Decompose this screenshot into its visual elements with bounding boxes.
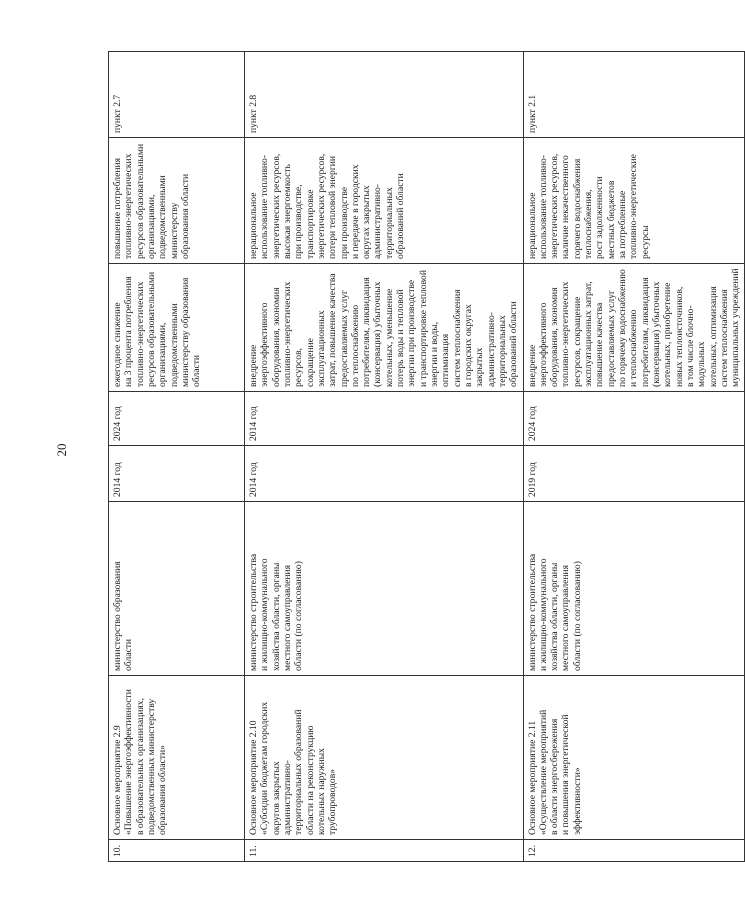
- measure-risk: нерациональное использование топливно- энергетических ресурсов, наличие некачественного горячего водоснабжения теплоснабжения, рост задолженности местных бюджетов за потребленные топливно-энергетические ресурсы: [523, 138, 745, 264]
- measure-executor: министерство строительства и жилищно-коммунального хозяйства области, органы местного самоуправления области (по согласованию): [245, 502, 524, 676]
- measure-ref: пункт 2.7: [109, 52, 245, 138]
- measure-result: ежегодное снижение на 3 процента потребления топливно-энергетических ресурсов образовательными организациями, подведомственными министерству образования области: [109, 264, 245, 392]
- measure-end: 2014 год: [245, 392, 524, 446]
- row-number: 10.: [109, 840, 245, 862]
- measure-name: Основное мероприятие 2.10 «Субсидии бюджетам городских округов закрытых административно- территориальных образований области на реконструкцию котельных наружных трубопроводов»: [245, 676, 524, 840]
- table-row: [109, 52, 245, 862]
- measure-end: 2024 год: [109, 392, 245, 446]
- measure-ref: пункт 2.1: [523, 52, 745, 138]
- measure-result: внедрение энергоэффективного оборудования, экономия топливно-энергетических ресурсов, сокращение эксплуатационных затрат, повышение качества предоставляемых услуг по горячему водоснабжению и теплоснабжению потребителям, ликвидация (консервация) убыточных котельных, приобретение новых теплоисточников, в том числе блочно-модульных котельных, оптимизация систем теплоснабжения муниципальных учреждений: [523, 264, 745, 392]
- row-number: 11.: [245, 840, 524, 862]
- measure-risk: повышение потребления топливно-энергетических ресурсов образовательными организациями, подведомственными министерству образования области: [109, 138, 245, 264]
- measure-start: 2014 год: [109, 446, 245, 502]
- measure-name: Основное мероприятие 2.9 «Повышение энергоэффективности в образовательных организациях, подведомственных министерству образования области»: [109, 676, 245, 840]
- rotated-table-container: [108, 52, 742, 862]
- measures-table: [108, 51, 745, 862]
- row-number: 12.: [523, 840, 745, 862]
- measure-ref: пункт 2.8: [245, 52, 524, 138]
- measure-result: внедрение энергоэффективного оборудования, экономия топливно-энергетических ресурсов, сокращение эксплуатационных затрат, повышение качества предоставляемых услуг по теплоснабжению потребителям, ликвидация (консервация) убыточных котельных, уменьшение потерь воды и тепловой энергии при производстве и транспортировке тепловой энергии и воды, оптимизация систем теплоснабжения в городских округах закрытых административно- территориальных образований области: [245, 264, 524, 392]
- page-number: 20: [54, 443, 69, 457]
- measure-executor: министерство образования области: [109, 502, 245, 676]
- measure-risk: нерациональное использование топливно- энергетических ресурсов, высокая энергоемкость при производстве, транспортировке энергетических ресурсов, потери тепловой энергии при производстве и передаче в городских округах закрытых административно- территориальных образований области: [245, 138, 524, 264]
- table-row: [523, 52, 745, 862]
- table-row: [245, 52, 524, 862]
- measure-start: 2019 год: [523, 446, 745, 502]
- measure-name: Основное мероприятие 2.11 «Осуществление мероприятий в области энергосбережения и повышения энергетической эффективности»: [523, 676, 745, 840]
- measure-executor: министерство строительства и жилищно-коммунального хозяйства области, органы местного самоуправления области (по согласованию): [523, 502, 745, 676]
- measure-start: 2014 год: [245, 446, 524, 502]
- measure-end: 2024 год: [523, 392, 745, 446]
